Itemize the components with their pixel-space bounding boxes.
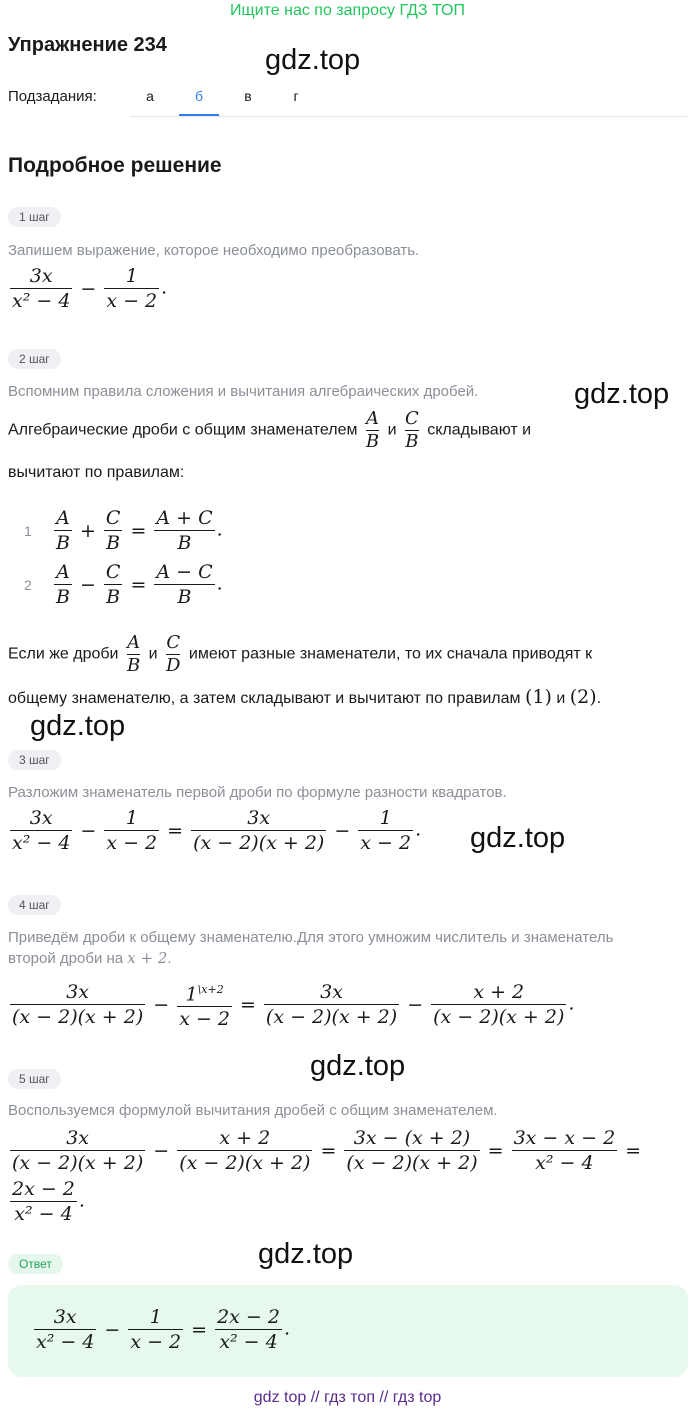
step-badge: 1 шаг [8, 207, 61, 227]
watermark: gdz.top [574, 378, 670, 410]
watermark: gdz.top [265, 44, 361, 76]
step-note: Вспомним правила сложения и вычитания алгебраических дробей. [8, 383, 479, 400]
rule-formula-2: 2 $\frac{A}{B}$ − $\frac{C}{B}$ = $\frac{A - C}{B}$ . [24, 561, 223, 608]
step-badge: 5 шаг [8, 1069, 61, 1089]
subtask-tabs [130, 80, 687, 117]
tab-g[interactable]: г [293, 88, 299, 104]
step-badge: 2 шаг [8, 349, 61, 369]
footer-links[interactable]: gdz top // гдз топ // гдз top [253, 1389, 442, 1406]
formula: $\frac{3x}{(x - 2)(x + 2)}$ − $\frac{x + 2}{(x - 2)(x + 2)}$ = $\frac{3x - (x + 2)}{(x - 2)(x + 2)}$ = $\frac{3x - x - 2}{\text{x² − 4}}$ = [12, 1127, 642, 1174]
watermark: gdz.top [258, 1238, 354, 1270]
rule-formula-1: 1 $\frac{A}{B}$ + $\frac{C}{B}$ = $\frac{A + C}{B}$ . [24, 507, 223, 554]
tab-b[interactable]: б [179, 88, 219, 116]
step-note: Воспользуемся формулой вычитания дробей с общим знаменателем. [8, 1102, 498, 1119]
subtasks-label: Подзадания: [8, 88, 97, 105]
step-note: Запишем выражение, которое необходимо преобразовать. [8, 242, 420, 259]
answer-badge: Ответ [8, 1254, 63, 1274]
formula: $\frac{3x}{\text{x² − 4}}$ − $\frac{1}{x - 2}$ . [12, 265, 168, 312]
step-note: второй дроби на x + 2. [8, 949, 172, 967]
formula: $\frac{3x}{(x - 2)(x + 2)}$ − $\frac{1^{\backslash x+2}}{x - 2}$ = $\frac{3x}{(x - 2)(x + 2)}$ − $\frac{x + 2}{(x - 2)(x + 2)}$ . [12, 981, 575, 1031]
step-badge: 3 шаг [8, 750, 61, 770]
page-title: Упражнение 234 [8, 34, 167, 56]
watermark: gdz.top [30, 710, 126, 742]
step-note: Приведём дроби к общему знаменателю.Для этого умножим числитель и знаменатель [8, 929, 614, 946]
formula: $\frac{3x}{\text{x² − 4}}$ − $\frac{1}{x - 2}$ = $\frac{3x}{(x - 2)(x + 2)}$ − $\frac{1}{x - 2}$ . [12, 807, 422, 854]
step-badge: 4 шаг [8, 895, 61, 915]
section-title: Подробное решение [8, 154, 222, 177]
rule-text: Если же дроби $\frac{A}{B}$ и $\frac{C}{D}$ имеют разные знаменатели, то их сначала приводят к [8, 632, 593, 676]
formula: $\frac{2x - 2}{\text{x² − 4}}$ . [12, 1178, 85, 1225]
rule-text: общему знаменателю, а затем складывают и вычитают по правилам (1) и (2). [8, 686, 602, 708]
step-note: Разложим знаменатель первой дроби по формуле разности квадратов. [8, 784, 507, 801]
watermark: gdz.top [470, 822, 566, 854]
tab-v[interactable]: в [244, 88, 252, 104]
answer-formula: $\frac{3x}{\text{x² − 4}}$ − $\frac{1}{x - 2}$ = $\frac{2x - 2}{\text{x² − 4}}$ . [36, 1306, 291, 1353]
rule-text: вычитают по правилам: [8, 464, 185, 481]
watermark: gdz.top [310, 1050, 406, 1082]
tab-a[interactable]: а [146, 88, 154, 104]
rule-text: Алгебраические дроби с общим знаменателем $\frac{A}{B}$ и $\frac{C}{B}$ складывают и [8, 408, 532, 452]
top-banner[interactable]: Ищите нас по запросу ГДЗ ТОП [230, 2, 465, 19]
